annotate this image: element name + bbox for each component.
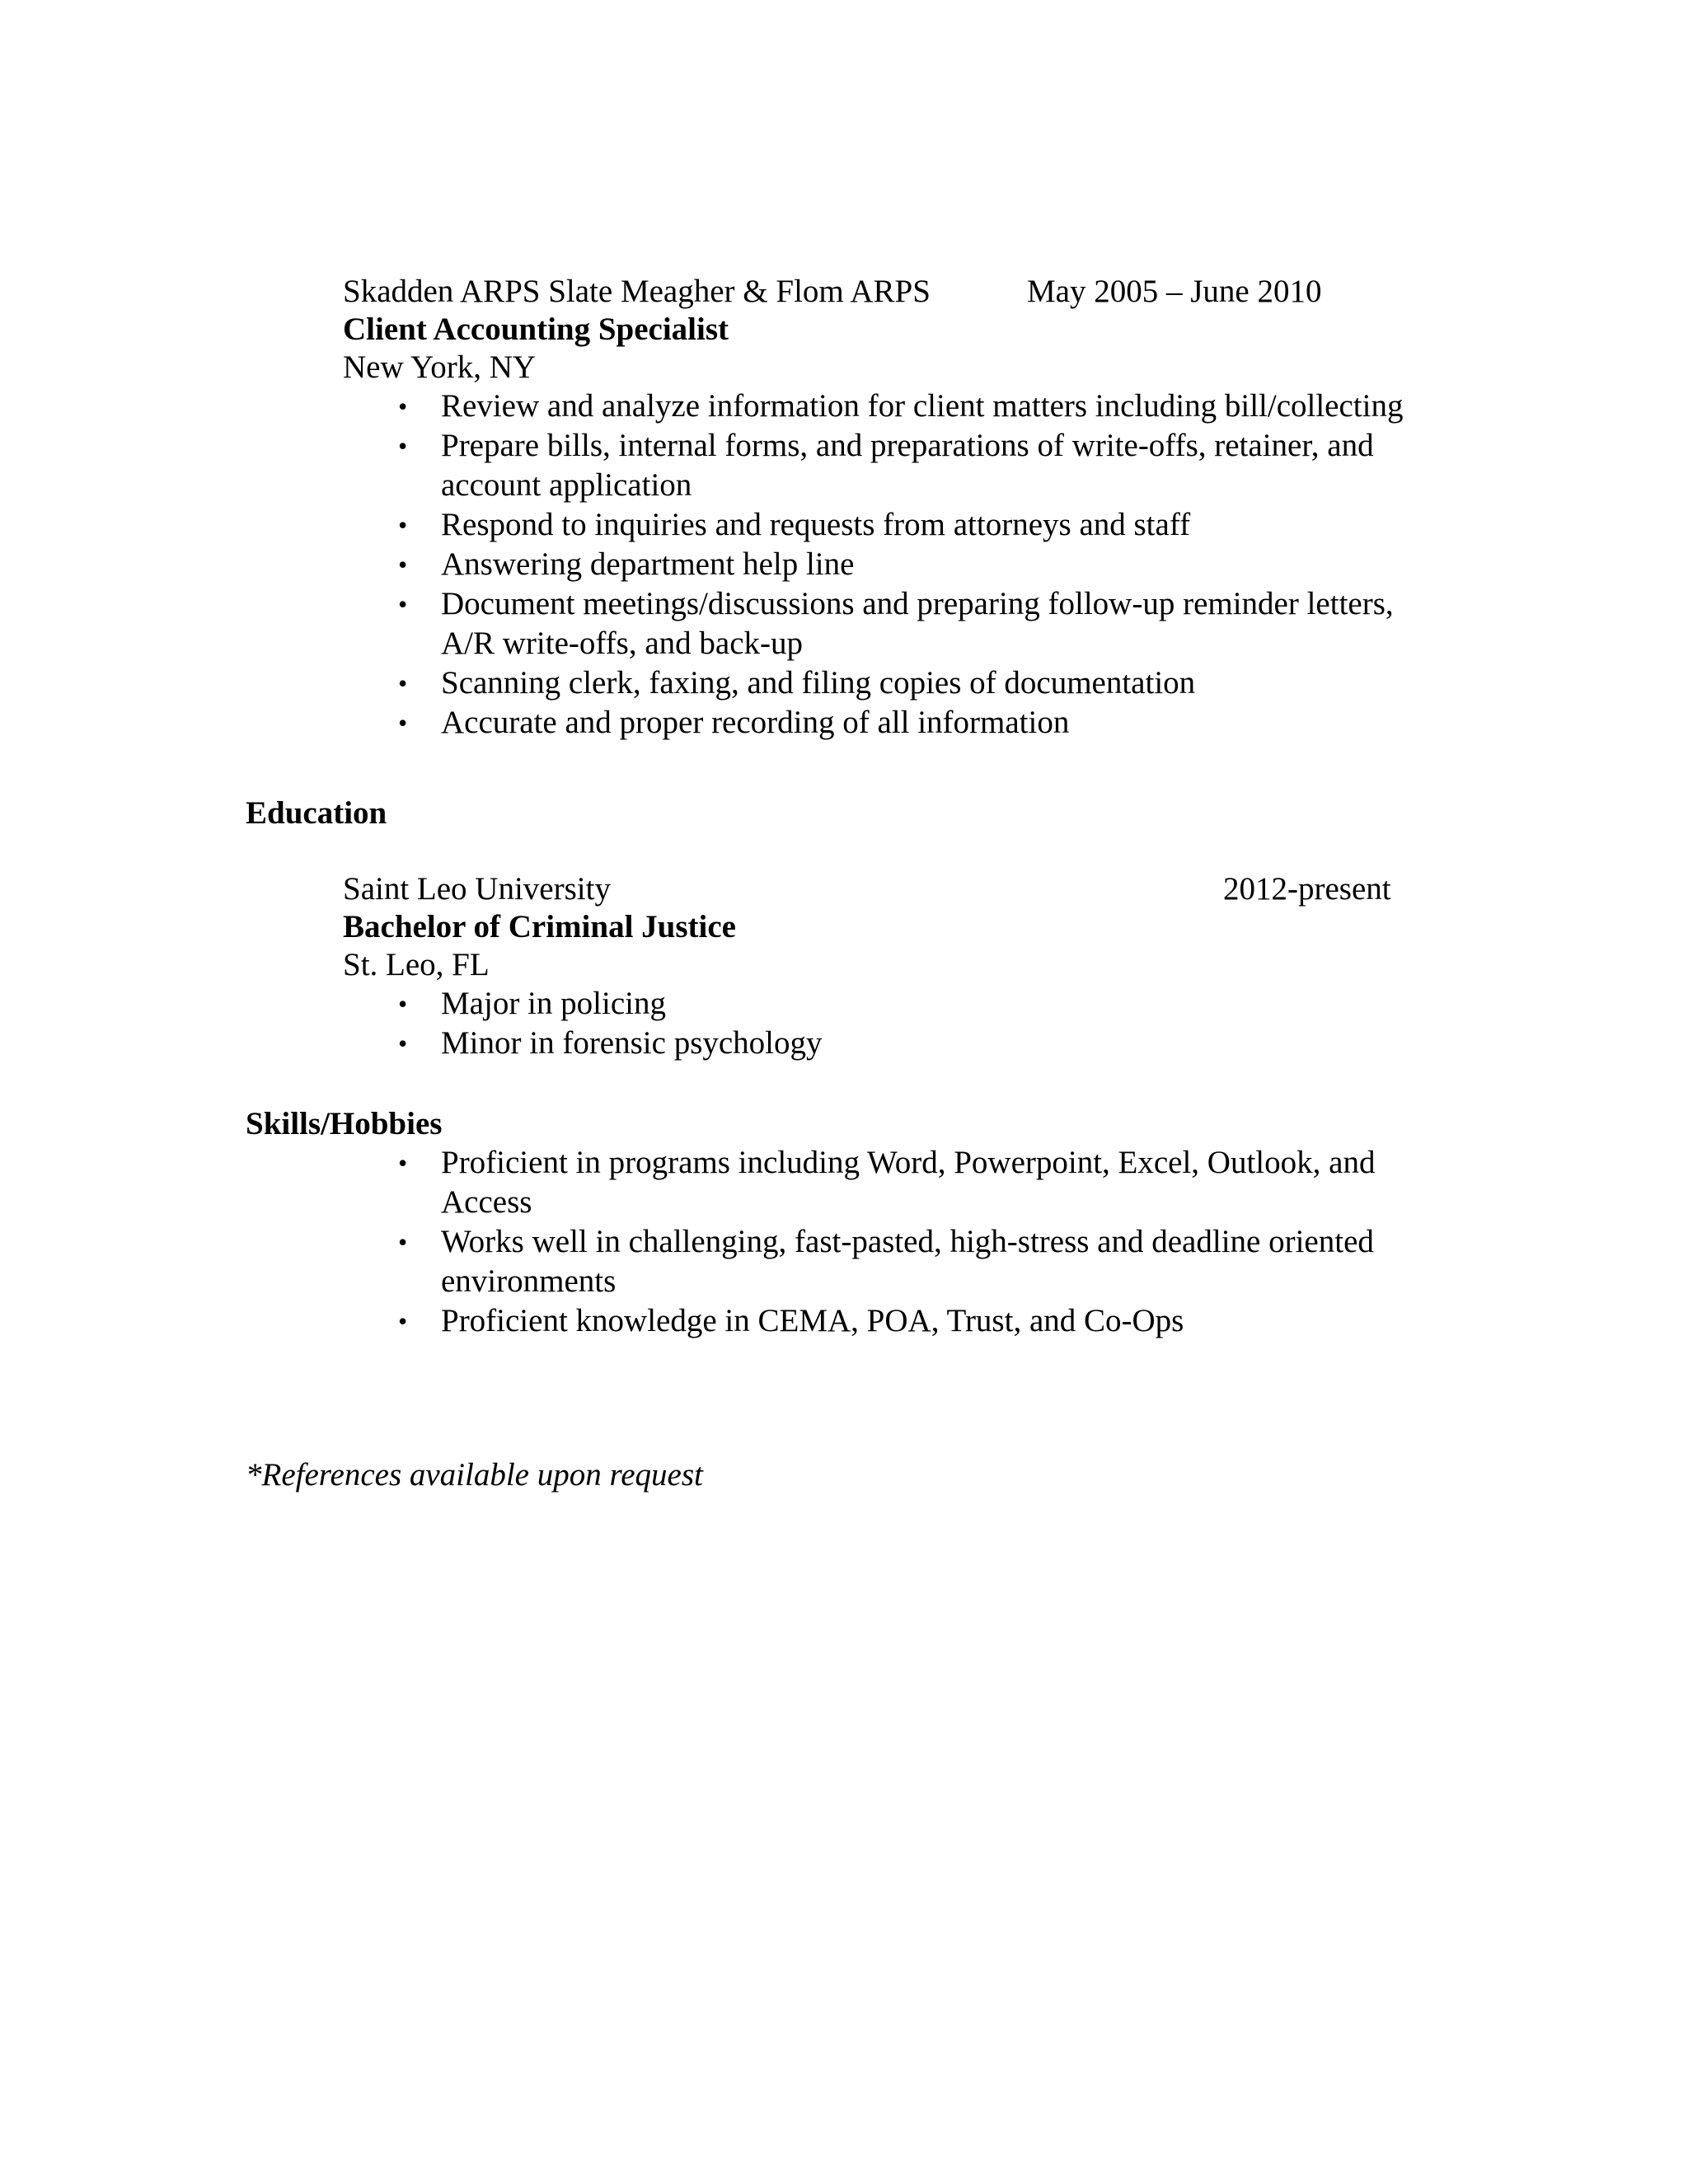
bullet-text: account application bbox=[441, 467, 692, 503]
school-name: Saint Leo University bbox=[343, 871, 611, 907]
bullet-icon: • bbox=[398, 1306, 408, 1336]
bullet-text: Accurate and proper recording of all information bbox=[441, 705, 1070, 740]
education-dates: 2012-present bbox=[1223, 871, 1391, 907]
bullet-item bbox=[0, 584, 1430, 663]
bullet-item bbox=[0, 1301, 1430, 1341]
employer-name: Skadden ARPS Slate Meagher & Flom ARPS bbox=[343, 274, 931, 309]
bullet-item bbox=[0, 1143, 1430, 1222]
skills-heading: Skills/Hobbies bbox=[246, 1106, 443, 1141]
bullet-text: Proficient knowledge in CEMA, POA, Trust, and Co-Ops bbox=[441, 1303, 1184, 1338]
education-bullet-list bbox=[0, 984, 1430, 1063]
bullet-text: Answering department help line bbox=[441, 546, 855, 582]
bullet-text: Scanning clerk, faxing, and filing copies of documentation bbox=[441, 665, 1196, 701]
education-heading: Education bbox=[246, 795, 387, 831]
bullet-text: Respond to inquiries and requests from attorneys and staff bbox=[441, 507, 1191, 542]
bullet-icon: • bbox=[398, 1148, 408, 1178]
bullet-text: Prepare bills, internal forms, and preparations of write-offs, retainer, and bbox=[441, 428, 1374, 463]
bullet-text: Access bbox=[441, 1184, 532, 1220]
school-location: St. Leo, FL bbox=[343, 947, 490, 982]
employment-dates: May 2005 – June 2010 bbox=[1027, 274, 1322, 309]
bullet-item bbox=[0, 1024, 1430, 1063]
bullet-text: Proficient in programs including Word, Powerpoint, Excel, Outlook, and bbox=[441, 1145, 1376, 1180]
bullet-icon: • bbox=[398, 431, 408, 461]
bullet-text: A/R write-offs, and back-up bbox=[441, 626, 803, 661]
job-title: Client Accounting Specialist bbox=[343, 312, 729, 347]
bullet-item bbox=[0, 387, 1430, 426]
bullet-icon: • bbox=[398, 510, 408, 540]
degree-title: Bachelor of Criminal Justice bbox=[343, 909, 736, 944]
bullet-text: environments bbox=[441, 1263, 617, 1299]
bullet-icon: • bbox=[398, 1029, 408, 1058]
bullet-item bbox=[0, 1222, 1430, 1301]
references-note: *References available upon request bbox=[246, 1457, 703, 1493]
bullet-item bbox=[0, 426, 1430, 505]
bullet-item bbox=[0, 663, 1430, 703]
bullet-item bbox=[0, 505, 1430, 545]
bullet-icon: • bbox=[398, 1227, 408, 1257]
bullet-text: Document meetings/discussions and preparing follow-up reminder letters, bbox=[441, 586, 1394, 621]
bullet-item bbox=[0, 703, 1430, 743]
bullet-text: Minor in forensic psychology bbox=[441, 1025, 823, 1061]
job-location: New York, NY bbox=[343, 349, 537, 385]
bullet-icon: • bbox=[398, 550, 408, 579]
skills-bullet-list bbox=[0, 1143, 1430, 1341]
bullet-text: Works well in challenging, fast-pasted, high-stress and deadline oriented bbox=[441, 1224, 1374, 1259]
bullet-text: Major in policing bbox=[441, 986, 666, 1021]
bullet-icon: • bbox=[398, 708, 408, 738]
bullet-item bbox=[0, 545, 1430, 584]
bullet-icon: • bbox=[398, 668, 408, 698]
bullet-item bbox=[0, 984, 1430, 1024]
experience-bullet-list bbox=[0, 387, 1430, 743]
bullet-icon: • bbox=[398, 989, 408, 1019]
bullet-text: Review and analyze information for client matters including bill/collecting bbox=[441, 388, 1404, 424]
bullet-icon: • bbox=[398, 391, 408, 421]
bullet-icon: • bbox=[398, 589, 408, 619]
